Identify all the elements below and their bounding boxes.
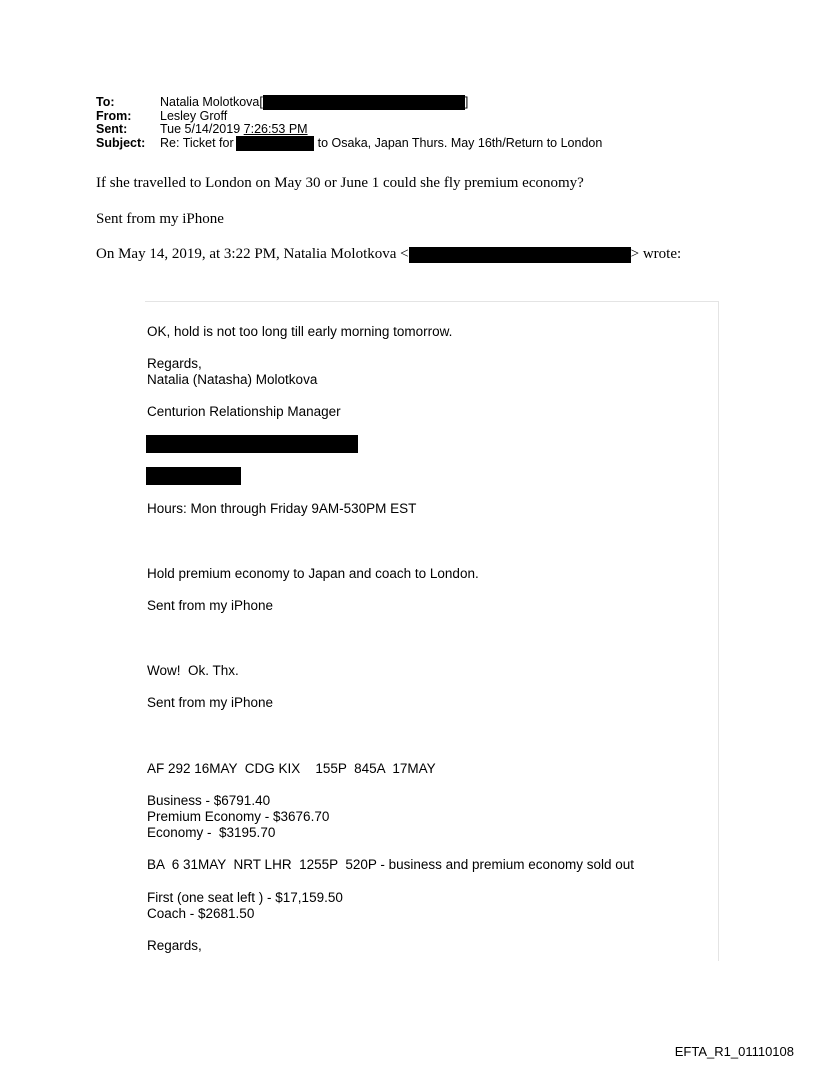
sent-label: Sent: [96,122,128,136]
fare-business: Business - $6791.40 [147,793,271,808]
to-label: To: [96,95,115,109]
email-header [96,96,602,150]
redaction-box [146,435,358,453]
redaction-box [146,467,241,485]
signature-hours: Hours: Mon through Friday 9AM-530PM EST [147,501,417,516]
quoted-sent-from-1: Sent from my iPhone [147,598,274,613]
signature-name: Natalia (Natasha) Molotkova [147,372,318,387]
wrote-suffix: > wrote: [630,246,682,262]
sent-time: 7:26:53 PM [243,122,308,136]
quoted-regards: Regards, [147,356,202,371]
to-value: Natalia Molotkova[ [160,95,263,109]
quoted-hold-line: OK, hold is not too long till early morning tomorrow. [147,324,453,339]
flight-af-line: AF 292 16MAY CDG KIX 155P 845A 17MAY [147,761,436,776]
quoted-sent-from-2: Sent from my iPhone [147,695,274,710]
fare-coach: Coach - $2681.50 [147,906,255,921]
flight-ba-line: BA 6 31MAY NRT LHR 1255P 520P - business and premium economy sold out [147,857,635,872]
to-row [96,96,602,110]
document-id: EFTA_R1_01110108 [674,1044,794,1059]
redaction-box [409,247,631,263]
subject-row [96,137,602,151]
fare-premium-economy: Premium Economy - $3676.70 [147,809,330,824]
quoted-wow: Wow! Ok. Thx. [147,663,239,678]
subject-prefix: Re: Ticket for [160,135,234,150]
wrote-prefix: On May 14, 2019, at 3:22 PM, Natalia Molotkova < [96,246,409,262]
subject-suffix: to Osaka, Japan Thurs. May 16th/Return to London [317,135,603,150]
quoted-regards-2: Regards, [147,938,202,953]
subject-label: Subject: [96,135,146,150]
reply-sent-from: Sent from my iPhone [96,211,224,227]
quoted-hold-premium: Hold premium economy to Japan and coach to London. [147,566,479,581]
from-value: Lesley Groff [160,108,228,123]
wrote-line [96,246,681,263]
sent-date: Tue 5/14/2019 [160,122,244,136]
to-close: ] [464,95,469,109]
sent-row [96,123,602,137]
fare-economy: Economy - $3195.70 [147,825,276,840]
signature-title: Centurion Relationship Manager [147,404,341,419]
fare-first: First (one seat left ) - $17,159.50 [147,890,343,905]
redaction-box [236,136,314,151]
from-row [96,110,602,124]
redaction-box [263,95,465,110]
reply-question: If she travelled to London on May 30 or June 1 could she fly premium economy? [96,175,584,191]
from-label: From: [96,108,132,123]
